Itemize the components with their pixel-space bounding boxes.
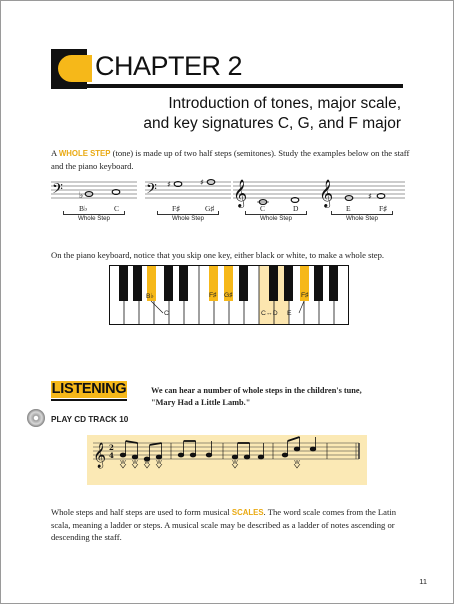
staff-example-3 <box>233 176 319 224</box>
staff-4-svg <box>319 176 405 210</box>
whole-step-mark: W <box>120 460 126 466</box>
note-head <box>174 182 182 187</box>
chapter-header <box>51 49 403 89</box>
intro-prefix: A <box>51 148 59 158</box>
cd-track-label: PLAY CD TRACK 10 <box>51 415 129 424</box>
treble-clef-icon: 𝄞 <box>233 179 248 207</box>
note-label: C <box>114 204 120 213</box>
key-label-gsharp: G♯ <box>224 292 233 299</box>
chapter-title: CHAPTER 2 <box>95 51 243 81</box>
key-label-e: E <box>287 310 292 317</box>
intro-paragraph <box>51 147 411 172</box>
listening-text <box>151 385 401 409</box>
staff-3-svg <box>233 176 319 210</box>
listening-rule <box>51 399 127 401</box>
sharp-icon: ♯ <box>167 180 171 189</box>
subtitle-line-1: Introduction of tones, major scale, <box>168 95 401 112</box>
chapter-subtitle <box>81 94 401 134</box>
piano-keyboard <box>109 265 349 325</box>
key-label-bb: B♭ <box>146 293 154 300</box>
note-head <box>377 194 385 199</box>
whole-step-mark: W <box>294 460 300 466</box>
treble-clef-icon: 𝄞 <box>319 179 334 207</box>
closing-text-2: . The word scale comes from the Latin <box>263 507 397 517</box>
whole-step-mark: W <box>144 460 150 466</box>
note-label: B♭ <box>79 204 88 213</box>
key-label-fsharp-2: F♯ <box>301 292 309 299</box>
note-label: E <box>346 204 351 213</box>
time-sig-top: 2 <box>109 443 114 452</box>
whole-step-mark: W <box>132 460 138 466</box>
latin-term: scala <box>51 520 69 530</box>
bass-clef-icon: 𝄢 <box>52 181 63 201</box>
subtitle-line-2: and key signatures C, G, and F major <box>143 115 401 132</box>
flat-icon: ♭ <box>79 191 84 201</box>
sharp-icon: ♯ <box>200 178 204 187</box>
staff-2-svg <box>145 176 231 210</box>
chapter-rule <box>87 84 403 88</box>
note-head <box>291 198 299 203</box>
listening-tag: LISTENING <box>51 381 127 397</box>
tune-staff-svg <box>87 435 367 485</box>
note-label: C <box>260 204 266 213</box>
whole-step-mark: W <box>232 460 238 466</box>
sharp-icon: ♯ <box>368 192 372 201</box>
whole-step-caption: Whole Step <box>78 215 110 222</box>
whole-step-caption: Whole Step <box>260 215 292 222</box>
whole-step-caption: Whole Step <box>172 215 204 222</box>
whole-step-mark: W <box>156 460 162 466</box>
keyboard-paragraph: On the piano keyboard, notice that you skip one key, either black or white, to make a whole step. <box>51 250 385 260</box>
intro-text: (tone) is made up of two half steps (semitones). Study the examples below on the staff and the piano keyboard. <box>51 148 410 171</box>
note-head <box>112 190 120 195</box>
whole-step-caption: Whole Step <box>346 215 378 222</box>
chapter-tab-disc <box>58 55 92 82</box>
closing-paragraph <box>51 506 411 543</box>
note-label: F♯ <box>379 204 387 213</box>
closing-text-1: Whole steps and half steps are used to form musical <box>51 507 232 517</box>
whole-step-term: WHOLE STEP <box>58 149 111 158</box>
bass-clef-icon: 𝄢 <box>146 181 157 201</box>
note-label: F♯ <box>172 204 180 213</box>
staff-example-1 <box>51 176 137 224</box>
cd-icon <box>27 409 45 427</box>
listening-line-2: "Mary Had a Little Lamb." <box>151 398 251 407</box>
note-label: G♯ <box>205 204 215 213</box>
key-label-fsharp: F♯ <box>209 292 217 299</box>
treble-clef-icon: 𝄞 <box>93 443 107 468</box>
key-label-c: C <box>164 310 169 317</box>
key-label-c-to-d: C↔D <box>261 310 278 317</box>
closing-text-3: , meaning a ladder or steps. A musical scale may be described as a ladder of notes ascending or descending the staff. <box>51 520 395 542</box>
note-label: D <box>293 204 299 213</box>
scales-term: SCALES <box>231 508 264 517</box>
staff-example-4 <box>319 176 405 224</box>
staff-1-svg <box>51 176 137 210</box>
tune-excerpt <box>87 435 367 485</box>
staff-example-2 <box>145 176 231 224</box>
time-sig-bottom: 4 <box>109 451 114 460</box>
page-number: 11 <box>419 577 427 586</box>
listening-line-1: We can hear a number of whole steps in the children's tune, <box>151 386 362 395</box>
